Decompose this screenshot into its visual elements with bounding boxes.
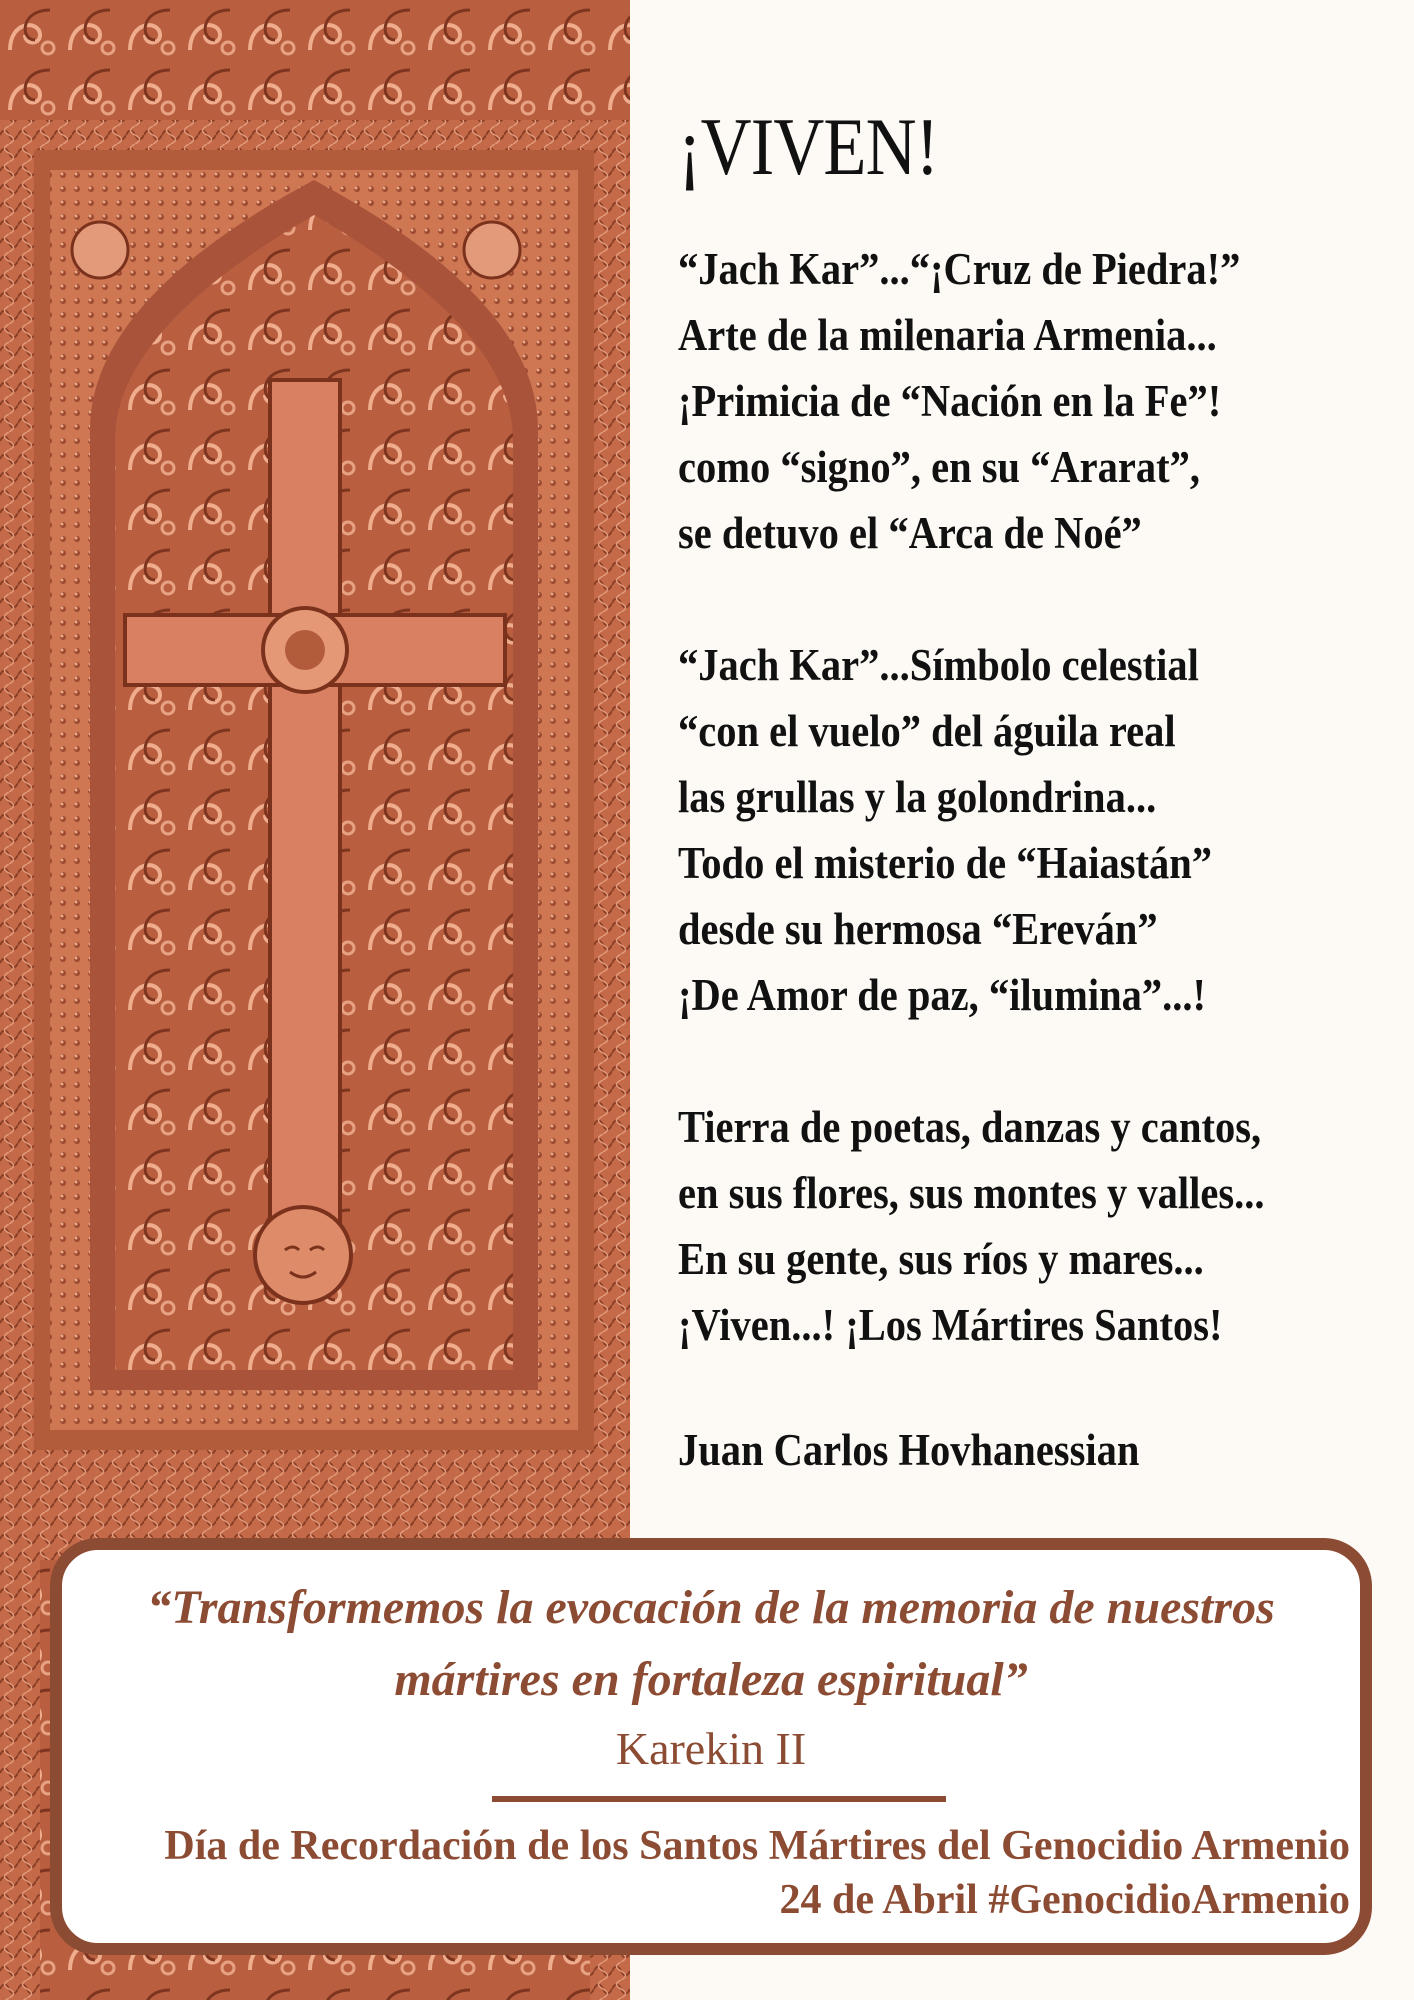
poem (678, 100, 1378, 1476)
poem-line: se detuvo el “Arca de Noé” (678, 508, 1142, 558)
poem-line: ¡Primicia de “Nación en la Fe”! (678, 376, 1222, 426)
poem-line: desde su hermosa “Ereván” (678, 904, 1158, 954)
poem-line: “Jach Kar”...Símbolo celestial (678, 640, 1199, 690)
quote-author: Karekin II (615, 1723, 807, 1774)
poem-line: “Jach Kar”...“¡Cruz de Piedra!” (678, 244, 1241, 294)
quote-text (62, 1572, 1360, 1716)
stanza-2 (678, 632, 1378, 1028)
quote-box (50, 1538, 1372, 1955)
commemoration-date: 24 de Abril #GenocidioArmenio (779, 1877, 1350, 1923)
poem-line: las grullas y la golondrina... (678, 772, 1157, 822)
poem-line: como “signo”, en su “Ararat”, (678, 442, 1200, 492)
poem-line: ¡Viven...! ¡Los Mártires Santos! (678, 1300, 1223, 1350)
divider (492, 1796, 946, 1802)
poem-author: Juan Carlos Hovhanessian (678, 1425, 1140, 1475)
poem-line: ¡De Amor de paz, “ilumina”...! (678, 970, 1206, 1020)
stanza-3 (678, 1094, 1378, 1358)
poem-line: en sus flores, sus montes y valles... (678, 1168, 1265, 1218)
poem-line: Arte de la milenaria Armenia... (678, 310, 1217, 360)
poem-line: “con el vuelo” del águila real (678, 706, 1176, 756)
poem-title: ¡VIVEN! (678, 101, 939, 192)
commemoration-title: Día de Recordación de los Santos Mártires del Genocidio Armenio (164, 1823, 1350, 1869)
poem-line: Tierra de poetas, danzas y cantos, (678, 1102, 1262, 1152)
stanza-1 (678, 236, 1378, 566)
quote-line: mártires en fortaleza espiritual” (394, 1653, 1028, 1706)
quote-line: “Transformemos la evocación de la memoria de nuestros (147, 1581, 1275, 1634)
poem-line: Todo el misterio de “Haiastán” (678, 838, 1213, 888)
poem-line: En su gente, sus ríos y mares... (678, 1234, 1204, 1284)
